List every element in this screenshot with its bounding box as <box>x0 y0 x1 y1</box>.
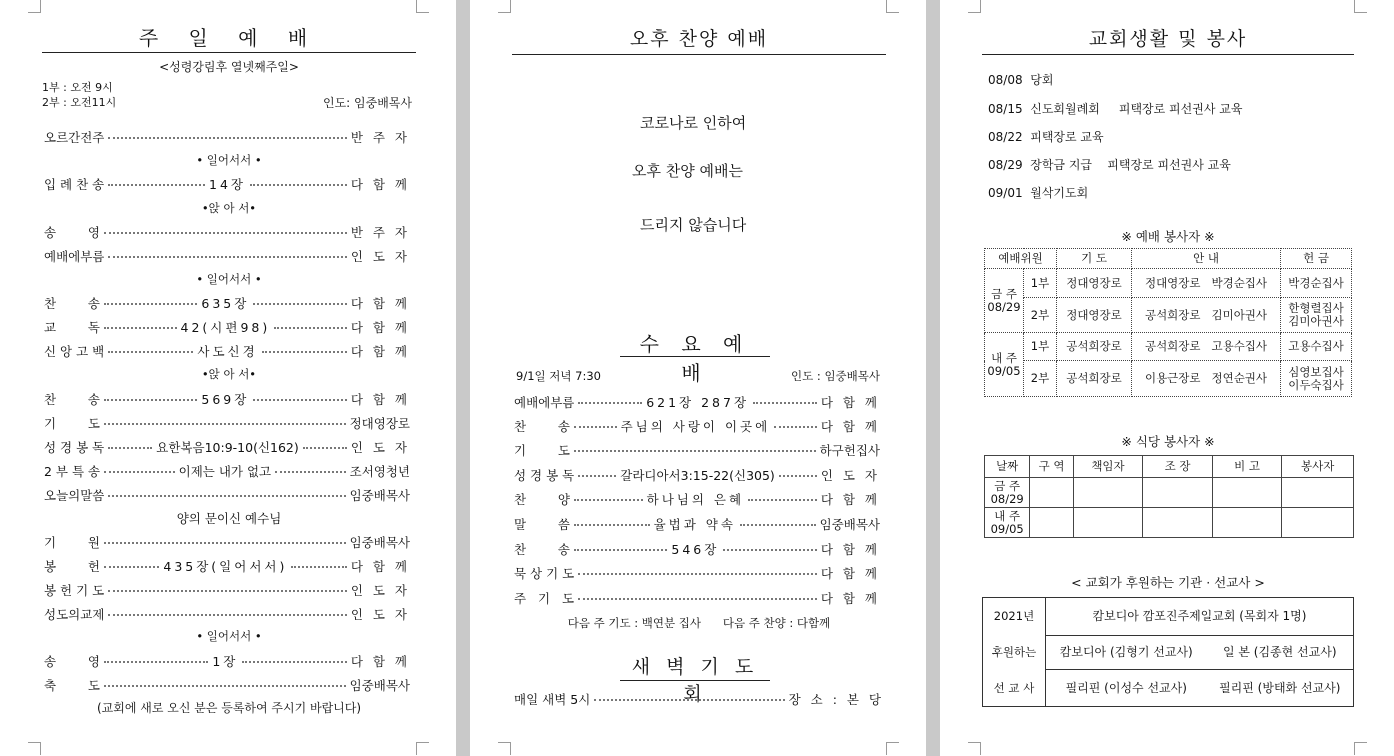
event-item: 08/08 당회 <box>988 73 1054 87</box>
empty-cell <box>1030 508 1073 538</box>
sit-note: •앉 아 서• <box>201 201 257 215</box>
order-item: 오늘의말씀 임중배목사 <box>44 488 410 503</box>
empty-cell <box>1282 478 1354 508</box>
page-sunday-worship <box>0 0 456 756</box>
order-item: 찬 송 635장 다 함 께 <box>44 296 410 311</box>
stand-note: • 일어서서 • <box>196 153 262 167</box>
table-header: 책임자 <box>1073 456 1143 478</box>
title-rule <box>42 52 416 53</box>
order-item: 찬 양 하나님의 은혜 다 함 께 <box>514 492 880 507</box>
order-item: 주 기 도 다 함 께 <box>514 591 880 606</box>
afternoon-notice-1: 코로나로 인하여 <box>640 114 747 132</box>
afternoon-title: 오후 찬양 예배 <box>629 28 769 50</box>
crop-mark <box>1354 742 1367 755</box>
prayer-cell: 정대영장로 <box>1057 298 1132 333</box>
order-item: 축 도 임중배목사 <box>44 678 410 693</box>
kitchen-servers-table <box>984 455 1354 538</box>
guide-cell: 정대영장로 박경순집사 <box>1132 269 1281 298</box>
sunday-title: 주 일 예 배 <box>138 26 320 50</box>
crop-mark <box>28 0 41 13</box>
order-item: 예배에부름 621장 287장 다 함 께 <box>514 395 881 410</box>
crop-mark <box>968 0 981 13</box>
mission-row: 필리핀 (방태화 선교사) <box>1206 670 1353 707</box>
week-cell: 내 주 09/05 <box>985 333 1024 397</box>
wednesday-leader: 인도 : 임중배목사 <box>791 369 880 383</box>
part-cell: 2부 <box>1024 298 1057 333</box>
title-rule <box>620 680 770 681</box>
table-header: 구 역 <box>1030 456 1073 478</box>
order-item: 오르간전주 반 주 자 <box>44 130 410 145</box>
sunday-subtitle: <성령강림후 열넷째주일> <box>159 60 299 74</box>
title-rule <box>620 356 770 357</box>
order-item: 찬 송 주님의 사랑이 이곳에 다 함 께 <box>514 419 880 434</box>
wednesday-title: 수 요 예 배 <box>639 332 751 385</box>
order-item: 봉 헌 435장(일어서서) 다 함 께 <box>44 559 410 574</box>
event-item: 08/29 장학금 지급 피택장로 피선권사 교육 <box>988 158 1231 172</box>
crop-mark <box>498 0 511 13</box>
order-item: 기 도 정대영장로 <box>44 416 410 431</box>
mission-row: 필리핀 (이성수 선교사) <box>1046 670 1207 707</box>
week-cell: 금 주 08/29 <box>985 478 1030 508</box>
week-cell: 금 주 08/29 <box>985 269 1024 333</box>
table-header: 봉사자 <box>1282 456 1354 478</box>
event-item: 09/01 월삭기도회 <box>988 186 1089 200</box>
crop-mark <box>416 0 429 13</box>
empty-cell <box>1143 478 1213 508</box>
guide-cell: 공석희장로 김미아권사 <box>1132 298 1281 333</box>
order-item: 입 례 찬 송 14장 다 함 께 <box>44 177 410 192</box>
part-cell: 1부 <box>1024 269 1057 298</box>
empty-cell <box>1073 508 1143 538</box>
order-item: 2 부 특 송 이제는 내가 없고 조서영청년 <box>44 464 411 479</box>
table-header: 안 내 <box>1132 249 1281 269</box>
offering-cell: 한형렬집사 김미아권사 <box>1281 298 1352 333</box>
prayer-cell: 공석희장로 <box>1057 361 1132 397</box>
stand-note: • 일어서서 • <box>196 272 262 286</box>
mission-label-cell: 2021년 후원하는 선 교 사 <box>983 598 1046 707</box>
table-header: 헌 금 <box>1281 249 1352 269</box>
mission-row: 캄보디아 (김형기 선교사) <box>1046 635 1207 670</box>
kitchen-servers-title: ※ 식당 봉사자 ※ <box>1121 434 1215 449</box>
dawn-item: 매일 새벽 5시 장 소 : 본 당 <box>514 692 884 707</box>
order-item: 성 경 봉 독 갈라디아서3:15-22(신305) 인 도 자 <box>514 468 881 483</box>
offering-cell: 심영보집사 이두숙집사 <box>1281 361 1352 397</box>
next-week-note: 다음 주 기도 : 백연분 집사 다음 주 찬양 : 다함께 <box>567 616 831 630</box>
order-item: 말 씀 율법과 약속 임중배목사 <box>514 517 880 532</box>
page-afternoon-wednesday <box>470 0 926 756</box>
empty-cell <box>1282 508 1354 538</box>
prayer-cell: 공석희장로 <box>1057 333 1132 361</box>
table-header: 기 도 <box>1057 249 1132 269</box>
mission-row: 일 본 (김종현 선교사) <box>1206 635 1353 670</box>
order-item: 송 영 1장 다 함 께 <box>44 654 410 669</box>
title-rule <box>512 54 886 55</box>
order-item: 예배에부름 인 도 자 <box>44 249 410 264</box>
sermon-title: 양의 문이신 예수님 <box>176 511 282 526</box>
service-time-1: 1부 : 오전 9시 <box>42 81 113 94</box>
event-item: 08/15 신도회월례회 피택장로 피선권사 교육 <box>988 102 1243 116</box>
order-item: 기 도 하구헌집사 <box>514 443 880 458</box>
mission-title: < 교회가 후원하는 기관 · 선교사 > <box>1071 575 1265 590</box>
afternoon-notice-3: 드리지 않습니다 <box>640 216 747 234</box>
empty-cell <box>1212 508 1282 538</box>
service-time-2: 2부 : 오전11시 <box>42 96 117 109</box>
table-header: 예배위원 <box>985 249 1057 269</box>
order-item: 봉 헌 기 도 인 도 자 <box>44 583 410 598</box>
title-rule <box>982 54 1354 55</box>
empty-cell <box>1030 478 1073 508</box>
sunday-leader: 인도: 임중배목사 <box>322 96 412 110</box>
crop-mark <box>886 0 899 13</box>
table-header: 날짜 <box>985 456 1030 478</box>
worship-servers-table <box>984 248 1352 397</box>
order-item: 성도의교제 인 도 자 <box>44 607 410 622</box>
order-item: 성 경 봉 독 요한복음10:9-10(신162) 인 도 자 <box>44 440 410 455</box>
table-header: 비 고 <box>1212 456 1282 478</box>
order-item: 신 앙 고 백 사도신경 다 함 께 <box>44 344 411 359</box>
afternoon-notice-2: 오후 찬양 예배는 <box>632 162 743 180</box>
newcomer-note: (교회에 새로 오신 분은 등록하여 주시기 바랍니다) <box>96 701 362 715</box>
prayer-cell: 정대영장로 <box>1057 269 1132 298</box>
part-cell: 2부 <box>1024 361 1057 397</box>
sit-note: •앉 아 서• <box>201 367 257 381</box>
worship-servers-title: ※ 예배 봉사자 ※ <box>1121 229 1215 244</box>
crop-mark <box>886 742 899 755</box>
empty-cell <box>1143 508 1213 538</box>
order-item: 송 영 반 주 자 <box>44 225 410 240</box>
part-cell: 1부 <box>1024 333 1057 361</box>
page-church-life <box>940 0 1394 756</box>
crop-mark <box>498 742 511 755</box>
crop-mark <box>1354 0 1367 13</box>
mission-table <box>982 597 1354 707</box>
order-item: 찬 송 546장 다 함 께 <box>514 542 880 557</box>
crop-mark <box>28 742 41 755</box>
stand-note: • 일어서서 • <box>196 629 262 643</box>
mission-row: 캄보디아 깜포진주제일교회 (목회자 1명) <box>1046 598 1354 636</box>
order-item: 묵 상 기 도 다 함 께 <box>514 566 880 581</box>
guide-cell: 이용근장로 정연순권사 <box>1132 361 1281 397</box>
order-item: 교 독 42(시편98) 다 함 께 <box>44 320 410 335</box>
crop-mark <box>416 742 429 755</box>
wednesday-time: 9/1일 저녁 7:30 <box>516 369 601 383</box>
crop-mark <box>968 742 981 755</box>
empty-cell <box>1073 478 1143 508</box>
week-cell: 내 주 09/05 <box>985 508 1030 538</box>
order-item: 기 원 임중배목사 <box>44 535 410 550</box>
order-item: 찬 송 569장 다 함 께 <box>44 392 410 407</box>
event-item: 08/22 피택장로 교육 <box>988 130 1104 144</box>
offering-cell: 고용수집사 <box>1281 333 1352 361</box>
offering-cell: 박경순집사 <box>1281 269 1352 298</box>
empty-cell <box>1212 478 1282 508</box>
dawn-title: 새 벽 기 도 회 <box>631 656 759 705</box>
church-life-title: 교회생활 및 봉사 <box>1088 28 1248 50</box>
guide-cell: 공석희장로 고용수집사 <box>1132 333 1281 361</box>
table-header: 조 장 <box>1143 456 1213 478</box>
